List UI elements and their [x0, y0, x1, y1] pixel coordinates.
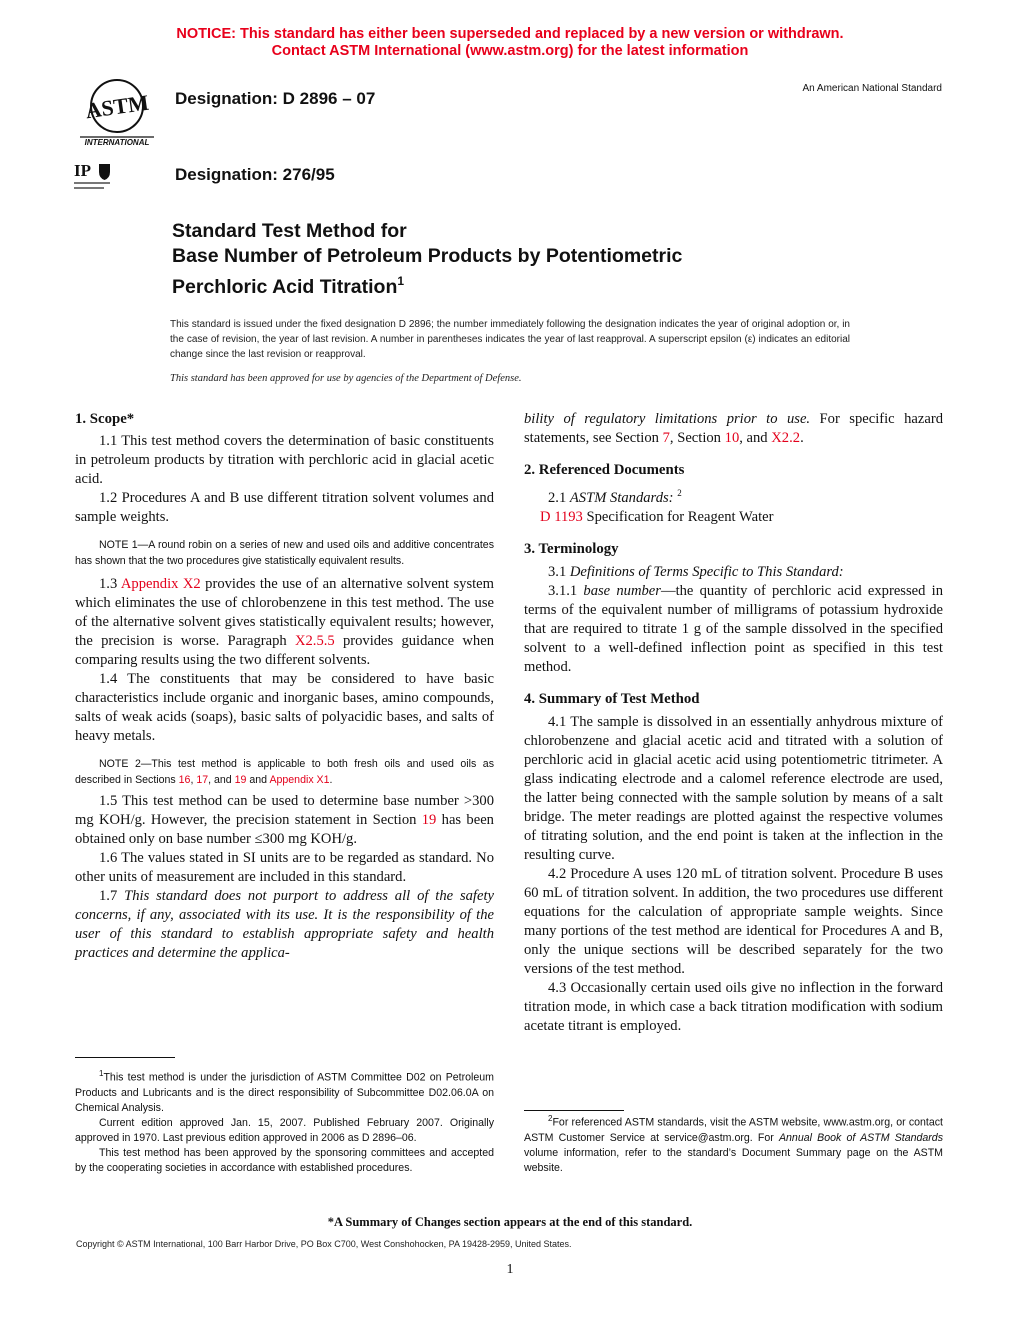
- title-line-1: Standard Test Method for: [172, 220, 407, 242]
- referenced-document: D 1193 Specification for Reagent Water: [540, 508, 774, 525]
- link-x2-2[interactable]: X2.2: [771, 430, 801, 446]
- preamble: This standard is issued under the fixed designation D 2896; the number immediately following the designation indicates the year of original adoption or, in the case of revision, the year of last revision. A number in parentheses indicates the year of last reapproval. A superscript epsilon (ε) indicates an editorial change since the last revision or reapproval.: [170, 319, 850, 360]
- para-2-1: 2.1 ASTM Standards: $^2$: [548, 488, 682, 506]
- link-x2-5-5[interactable]: X2.5.5: [294, 633, 335, 649]
- para-4-2: 4.2 Procedure A uses 120 mL of titration solvent. Procedure B uses 60 mL of titration solvent. In addition, the two procedures use different equations for the calculation of appropriate sample weights. Since many portions of the test method are identical for Procedures A and B, only the unique sections will be described separately for the two versions of the test method.: [524, 865, 943, 977]
- astm-logo-text: ASTM: [83, 89, 151, 124]
- title-footnote-mark: 1: [397, 274, 405, 288]
- national-standard-label: An American National Standard: [802, 83, 942, 94]
- astm-logo-subtitle: INTERNATIONAL: [84, 138, 150, 147]
- copyright: Copyright © ASTM International, 100 Barr Harbor Drive, PO Box C700, West Conshohocken, PA 19428-2959, United States.: [76, 1239, 572, 1249]
- section-1-heading: 1. Scope*: [75, 411, 135, 427]
- link-section-10[interactable]: 10: [724, 430, 740, 446]
- astm-logo: [74, 74, 160, 148]
- link-appendix-x1[interactable]: Appendix X1: [269, 774, 330, 786]
- withdrawal-notice: [0, 26, 1020, 60]
- notice-line-2: Contact ASTM International (www.astm.org) for the latest information: [271, 43, 749, 59]
- note-2: NOTE 2—This test method is applicable to both fresh oils and used oils as described in Sections 16, 17, and 19 and Appendix X1.: [75, 758, 494, 786]
- section-2-heading: 2. Referenced Documents: [524, 462, 685, 478]
- section-3-heading: 3. Terminology: [524, 540, 619, 557]
- para-1-4: 1.4 The constituents that may be considered to have basic characteristics include organic and inorganic bases, amino compounds, salts of weak acids (soaps), basic salts of polyacidic bases, and salts of heavy metals.: [75, 671, 494, 744]
- para-1-3: 1.3 Appendix X2 provides the use of an alternative solvent system which eliminates the use of chlorobenzene in this test method. The use of the alternative solvent gives statistically equivalent results; however, the precision is worse. Paragraph X2.5.5 provides guidance when comparing results using the two different solvents.: [75, 576, 495, 668]
- para-4-1: 4.1 The sample is dissolved in an essentially anhydrous mixture of chlorobenzene and glacial acetic acid and titrated with a solution of perchloric acid in glacial acetic acid using potentiometric titrimeter. A glass indicating electrode and a calomel reference electrode are used, the latter being connected with the sample solution by means of a salt bridge. The meter readings are plotted against the respective volumes of titrating solution, and the end point is taken at the inflection in the resulting curve.: [524, 713, 943, 863]
- para-3-1-1: 3.1.1 base number—the quantity of perchloric acid expressed in terms of the equivalent number of milligrams of potassium hydroxide that are required to titrate 1 g of the sample dissolved in the specified solvent to a well-defined inflection point as specified in this test method.: [524, 582, 943, 675]
- link-section-19[interactable]: 19: [234, 774, 247, 786]
- para-4-3: 4.3 Occasionally certain used oils give no inflection in the forward titration mode, in which case a back titration modification with sodium acetate titrant is employed.: [524, 979, 943, 1034]
- summary-of-changes-note: *A Summary of Changes section appears at the end of this standard.: [327, 1215, 693, 1229]
- link-d1193[interactable]: D 1193: [540, 508, 583, 525]
- para-1-1: 1.1 This test method covers the determination of basic constituents in petroleum products by titration with perchloric acid in glacial acetic acid.: [75, 433, 494, 487]
- title-line-3: Perchloric Acid Titration$^1$: [172, 274, 405, 298]
- title-line-2: Base Number of Petroleum Products by Potentiometric: [172, 245, 683, 267]
- document-title: [172, 219, 682, 300]
- para-1-2: 1.2 Procedures A and B use different titration solvent volumes and sample weights.: [75, 490, 494, 525]
- footnote-1: $^1$This test method is under the jurisdiction of ASTM Committee D02 on Petroleum Products and Lubricants and is the direct responsibility of Subcommittee D02.06.0A on Chemical Analysis.: [75, 1069, 494, 1114]
- para-1-6: 1.6 The values stated in SI units are to be regarded as standard. No other units of measurement are included in this standard.: [75, 850, 494, 885]
- footnote-1-approval: This test method has been approved by the sponsoring committees and accepted by the cooperating societies in accordance with established procedures.: [75, 1146, 494, 1174]
- link-section-19-precision[interactable]: 19: [421, 812, 437, 828]
- footnote-separator-left: [75, 1057, 175, 1058]
- note-1: NOTE 1—A round robin on a series of new and used oils and additive concentrates has shown that the two procedures give statistically equivalent results.: [75, 539, 494, 567]
- footnote-1-edition: Current edition approved Jan. 15, 2007. Published February 2007. Originally approved in 1970. Last previous edition approved in 2006 as D 2896–06.: [75, 1116, 494, 1144]
- page-number: 1: [506, 1262, 514, 1277]
- para-1-5: 1.5 This test method can be used to determine base number >300 mg KOH/g. However, the precision statement in Section 19 has been obtained only on base number ≤300 mg KOH/g.: [75, 793, 494, 847]
- link-section-16[interactable]: 16: [178, 774, 191, 786]
- ip-logo-text: IP: [74, 161, 91, 180]
- ip-logo: [74, 160, 122, 194]
- right-column: [524, 410, 943, 1036]
- designation-ip: Designation: 276/95: [175, 165, 335, 184]
- link-appendix-x2[interactable]: Appendix X2: [120, 576, 201, 592]
- designation-astm: Designation: D 2896 – 07: [175, 89, 376, 108]
- section-4-heading: 4. Summary of Test Method: [524, 690, 700, 707]
- dod-approval: This standard has been approved for use by agencies of the Department of Defense.: [170, 373, 522, 384]
- link-section-17[interactable]: 17: [196, 774, 209, 786]
- footnote-2: $^2$For referenced ASTM standards, visit the ASTM website, www.astm.org, or contact ASTM Customer Service at service@astm.org. For Annual Book of ASTM Standards volume information, refer to the standard’s Document Summary page on the ASTM website.: [524, 1114, 943, 1174]
- para-3-1: 3.1 Definitions of Terms Specific to This Standard:: [548, 563, 844, 580]
- notice-line-1: NOTICE: This standard has either been superseded and replaced by a new version or withdrawn.: [176, 26, 844, 42]
- para-1-7-continued: bility of regulatory limitations prior to use. For specific hazard statements, see Section 7, Section 10, and X2.2.: [524, 411, 943, 446]
- footnotes-left: [75, 1066, 494, 1176]
- para-1-7: 1.7 This standard does not purport to address all of the safety concerns, if any, associated with its use. It is the responsibility of the user of this standard to establish appropriate safety and health practices and determine the applica-: [75, 888, 494, 961]
- left-column: [75, 410, 494, 963]
- footnotes-right: [524, 1111, 943, 1176]
- link-section-7[interactable]: 7: [662, 430, 670, 446]
